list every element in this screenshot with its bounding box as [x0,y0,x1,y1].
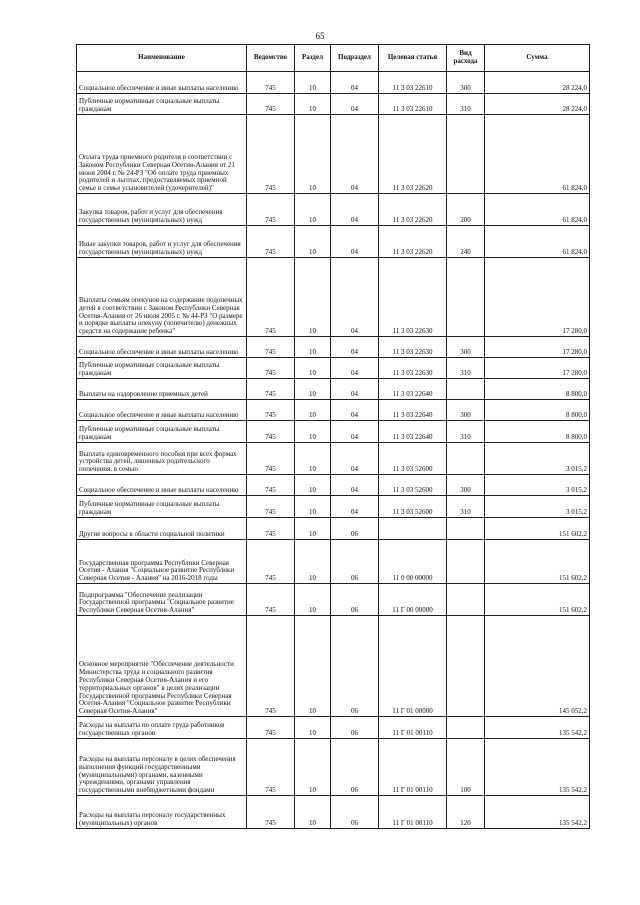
cell-subsection: 04 [331,400,379,421]
cell-amount: 61 824,0 [485,115,590,194]
cell-amount: 61 824,0 [485,194,590,226]
cell-subsection: 04 [331,475,379,496]
cell-amount: 8 800,0 [485,400,590,421]
cell-section: 10 [295,72,331,94]
cell-target: 11 3 03 52600 [379,496,447,518]
cell-amount: 135 542,2 [485,796,590,829]
column-header-target: Целевая статья [379,45,447,72]
cell-name: Закупка товаров, работ и услуг для обеспечения государственных (муниципальных) нужд [77,194,247,226]
cell-dept: 745 [247,540,295,584]
cell-amount: 145 052,2 [485,616,590,717]
cell-amount: 28 224,0 [485,72,590,94]
table-row [77,518,590,540]
cell-name: Другие вопросы в области социальной политики [77,518,247,540]
cell-section: 10 [295,379,331,400]
column-header-section: Раздел [295,45,331,72]
cell-subsection: 04 [331,115,379,194]
cell-section: 10 [295,115,331,194]
cell-subsection: 06 [331,739,379,796]
table-row [77,72,590,94]
cell-amount: 151 602,2 [485,540,590,584]
cell-section: 10 [295,194,331,226]
cell-section: 10 [295,400,331,421]
cell-target: 11 Г 01 00000 [379,616,447,717]
cell-subsection: 06 [331,616,379,717]
cell-amount: 17 280,0 [485,358,590,379]
table-row [77,226,590,258]
cell-dept: 745 [247,115,295,194]
cell-amount: 8 800,0 [485,421,590,443]
cell-target: 11 3 03 22610 [379,94,447,115]
cell-subsection: 04 [331,337,379,358]
cell-subsection: 04 [331,443,379,475]
cell-target: 11 3 03 22640 [379,379,447,400]
cell-kind [447,717,485,739]
cell-kind: 300 [447,400,485,421]
cell-dept: 745 [247,258,295,337]
table-row [77,337,590,358]
table-row [77,400,590,421]
table-row [77,115,590,194]
cell-section: 10 [295,226,331,258]
cell-dept: 745 [247,358,295,379]
cell-kind [447,584,485,616]
column-header-amount: Сумма [485,45,590,72]
cell-kind: 310 [447,496,485,518]
cell-kind [447,258,485,337]
cell-section: 10 [295,358,331,379]
table-row [77,443,590,475]
cell-name: Основное мероприятие "Обеспечение деятельности Министерства труда и социального развития Республики Северная Осетия-Алания и его территориальных органов" в целях реализации Государственной программы Республики Северная Осетия-Алания "Социальное развитие Республики Северная Осетия-Алания" [77,616,247,717]
cell-name: Социальное обеспечение и иные выплаты населению [77,400,247,421]
table-row [77,258,590,337]
cell-subsection: 04 [331,194,379,226]
cell-name: Расходы на выплаты по оплате труда работников государственных органов [77,717,247,739]
cell-amount: 151 602,2 [485,518,590,540]
cell-subsection: 04 [331,379,379,400]
cell-dept: 745 [247,194,295,226]
cell-subsection: 06 [331,584,379,616]
cell-subsection: 04 [331,496,379,518]
cell-section: 10 [295,616,331,717]
table-row [77,739,590,796]
cell-target: 11 3 03 52600 [379,443,447,475]
table-row [77,358,590,379]
cell-amount: 61 824,0 [485,226,590,258]
cell-name: Расходы на выплаты персоналу государственных (муниципальных) органов [77,796,247,829]
cell-name: Расходы на выплаты персоналу в целях обеспечения выполнения функций государственными (муниципальными) органами, казенными учреждениями, органами управления государственными внебюджетными фондами [77,739,247,796]
cell-kind: 300 [447,475,485,496]
cell-target: 11 Г 01 00110 [379,739,447,796]
column-header-name: Наименование [77,45,247,72]
table-row [77,584,590,616]
cell-section: 10 [295,496,331,518]
cell-amount: 135 542,2 [485,717,590,739]
cell-kind [447,518,485,540]
cell-kind: 100 [447,739,485,796]
table-row [77,616,590,717]
cell-dept: 745 [247,518,295,540]
cell-subsection: 06 [331,540,379,584]
cell-amount: 17 280,0 [485,258,590,337]
cell-name: Публичные нормативные социальные выплаты гражданам [77,358,247,379]
cell-kind [447,115,485,194]
cell-kind: 300 [447,72,485,94]
cell-kind: 300 [447,337,485,358]
cell-name: Социальное обеспечение и иные выплаты населению [77,475,247,496]
cell-dept: 745 [247,379,295,400]
cell-dept: 745 [247,421,295,443]
table-header-row [77,45,590,72]
column-header-subsection: Подраздел [331,45,379,72]
cell-dept: 745 [247,584,295,616]
cell-dept: 745 [247,443,295,475]
column-header-kind: Вид расхода [447,45,485,72]
cell-target: 11 3 03 22630 [379,337,447,358]
cell-amount: 28 224,0 [485,94,590,115]
cell-dept: 745 [247,226,295,258]
cell-target: 11 3 03 22640 [379,421,447,443]
column-header-dept: Ведомство [247,45,295,72]
cell-name: Выплаты на оздоровление приемных детей [77,379,247,400]
cell-section: 10 [295,584,331,616]
cell-kind: 200 [447,194,485,226]
cell-name: Оплата труда приемного родителя в соответствии с Законом Республики Северная Осетия-Алания от 21 июня 2004 г. № 24-РЗ "Об оплате труда приемных родителей и льготах, предоставляемых приемной семье и семье усыновителей (удочерителей)" [77,115,247,194]
cell-amount: 3 015,2 [485,496,590,518]
cell-subsection: 04 [331,94,379,115]
cell-section: 10 [295,421,331,443]
cell-dept: 745 [247,475,295,496]
cell-section: 10 [295,796,331,829]
cell-target: 11 3 03 22620 [379,226,447,258]
cell-subsection: 06 [331,717,379,739]
cell-target: 11 3 03 22610 [379,72,447,94]
cell-name: Социальное обеспечение и иные выплаты населению [77,72,247,94]
cell-amount: 8 800,0 [485,379,590,400]
cell-section: 10 [295,337,331,358]
table-row [77,796,590,829]
cell-name: Иные закупки товаров, работ и услуг для обеспечения государственных (муниципальных) нужд [77,226,247,258]
cell-section: 10 [295,443,331,475]
cell-dept: 745 [247,717,295,739]
cell-section: 10 [295,94,331,115]
cell-amount: 151 602,2 [485,584,590,616]
cell-kind: 120 [447,796,485,829]
table-row [77,194,590,226]
table-row [77,475,590,496]
cell-kind [447,540,485,584]
cell-target: 11 3 03 22630 [379,258,447,337]
cell-amount: 17 280,0 [485,337,590,358]
cell-target: 11 3 03 22620 [379,194,447,226]
cell-kind [447,379,485,400]
cell-kind: 240 [447,226,485,258]
cell-section: 10 [295,518,331,540]
cell-target: 11 Г 01 00110 [379,796,447,829]
cell-subsection: 06 [331,796,379,829]
cell-name: Выплаты семьям опекунов на содержание подопечных детей в соответствии с Законом Республики Северная Осетия-Алания от 26 июля 2005 г. № 44-РЗ "О размере и порядке выплаты опекуну (попечителю) денежных средств на содержание ребенка" [77,258,247,337]
table-row [77,421,590,443]
cell-section: 10 [295,475,331,496]
cell-name: Социальное обеспечение и иные выплаты населению [77,337,247,358]
table-row [77,94,590,115]
budget-table [76,44,590,829]
cell-subsection: 04 [331,421,379,443]
cell-target: 11 3 03 22630 [379,358,447,379]
cell-subsection: 04 [331,258,379,337]
cell-subsection: 04 [331,226,379,258]
cell-kind: 310 [447,94,485,115]
cell-target: 11 Г 00 00000 [379,584,447,616]
cell-kind [447,616,485,717]
cell-name: Государственная программа Республики Северная Осетия - Алания "Социальное развитие Республики Северная Осетия - Алания" на 2016-2018 годы [77,540,247,584]
table-row [77,496,590,518]
cell-dept: 745 [247,796,295,829]
cell-dept: 745 [247,337,295,358]
cell-subsection: 04 [331,358,379,379]
page-number: 65 [315,31,325,41]
cell-dept: 745 [247,400,295,421]
cell-kind [447,443,485,475]
cell-name: Выплата единовременного пособия при всех формах устройства детей, лишенных родительского попечения, в семью [77,443,247,475]
cell-section: 10 [295,258,331,337]
cell-target: 11 3 03 52600 [379,475,447,496]
cell-name: Подпрограмма "Обеспечение реализации Государственной программы "Социальное развитие Республики Северная Осетия-Алания" [77,584,247,616]
cell-dept: 745 [247,94,295,115]
cell-name: Публичные нормативные социальные выплаты гражданам [77,496,247,518]
cell-dept: 745 [247,496,295,518]
table-row [77,717,590,739]
cell-amount: 3 015,2 [485,475,590,496]
cell-target: 11 3 03 22640 [379,400,447,421]
cell-kind: 310 [447,421,485,443]
cell-section: 10 [295,739,331,796]
cell-dept: 745 [247,616,295,717]
table-row [77,379,590,400]
cell-amount: 135 542,2 [485,739,590,796]
cell-section: 10 [295,717,331,739]
cell-kind: 310 [447,358,485,379]
cell-name: Публичные нормативные социальные выплаты гражданам [77,94,247,115]
cell-subsection: 04 [331,72,379,94]
table-row [77,540,590,584]
cell-name: Публичные нормативные социальные выплаты гражданам [77,421,247,443]
cell-target: 11 0 00 00000 [379,540,447,584]
cell-target [379,518,447,540]
cell-subsection: 06 [331,518,379,540]
cell-section: 10 [295,540,331,584]
cell-target: 11 3 03 22620 [379,115,447,194]
cell-amount: 3 015,2 [485,443,590,475]
cell-dept: 745 [247,72,295,94]
cell-target: 11 Г 01 00110 [379,717,447,739]
cell-dept: 745 [247,739,295,796]
